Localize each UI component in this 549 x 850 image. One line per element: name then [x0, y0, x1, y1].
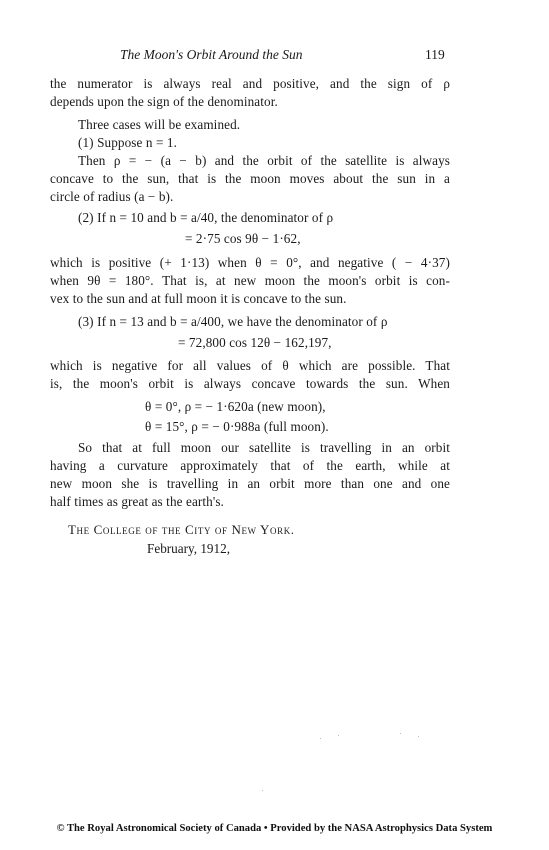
signature-institution: The College of the City of New York.	[68, 522, 295, 537]
body-line: vex to the sun and at full moon it is concave to the sun.	[50, 291, 347, 306]
scan-speck	[262, 790, 263, 791]
running-header-title: The Moon's Orbit Around the Sun	[120, 47, 303, 62]
body-line: (1) Suppose n = 1.	[78, 135, 177, 150]
body-line: Three cases will be examined.	[78, 117, 241, 132]
scan-speck	[320, 738, 321, 739]
equation: = 2·75 cos 9θ − 1·62,	[185, 231, 301, 246]
footer-copyright: © The Royal Astronomical Society of Canada • Provided by the NASA Astrophysics Data System	[56, 823, 493, 834]
scan-speck	[418, 736, 419, 737]
body-line: half times as great as the earth's.	[50, 494, 224, 509]
body-line: Then ρ = − (a − b) and the orbit of the satellite is always	[78, 153, 450, 168]
equation: = 72,800 cos 12θ − 162,197,	[178, 335, 332, 350]
body-line: concave to the sun, that is the moon moves about the sun in a	[50, 171, 450, 186]
body-line: circle of radius (a − b).	[50, 189, 174, 204]
body-line: which is positive (+ 1·13) when θ = 0°, and negative ( − 4·37)	[50, 255, 450, 270]
body-line: (2) If n = 10 and b = a/40, the denominator of ρ	[78, 210, 334, 225]
body-line: So that at full moon our satellite is travelling in an orbit	[78, 440, 450, 455]
body-line: depends upon the sign of the denominator.	[50, 94, 278, 109]
page-number: 119	[425, 47, 445, 62]
body-line: (3) If n = 13 and b = a/400, we have the denominator of ρ	[78, 314, 388, 329]
signature-date: February, 1912,	[147, 541, 231, 556]
body-line: is, the moon's orbit is always concave towards the sun. When	[50, 376, 450, 391]
equation: θ = 15°, ρ = − 0·988a (full moon).	[145, 419, 329, 434]
scan-speck	[338, 735, 339, 736]
body-line: which is negative for all values of θ which are possible. That	[50, 358, 450, 373]
scan-speck	[400, 733, 401, 734]
equation: θ = 0°, ρ = − 1·620a (new moon),	[145, 399, 326, 414]
body-line: the numerator is always real and positive, and the sign of ρ	[50, 76, 450, 91]
body-line: when 9θ = 180°. That is, at new moon the moon's orbit is con-	[50, 273, 450, 288]
body-line: having a curvature approximately that of the earth, while at	[50, 458, 450, 473]
body-line: new moon she is travelling in an orbit more than one and one	[50, 476, 450, 491]
